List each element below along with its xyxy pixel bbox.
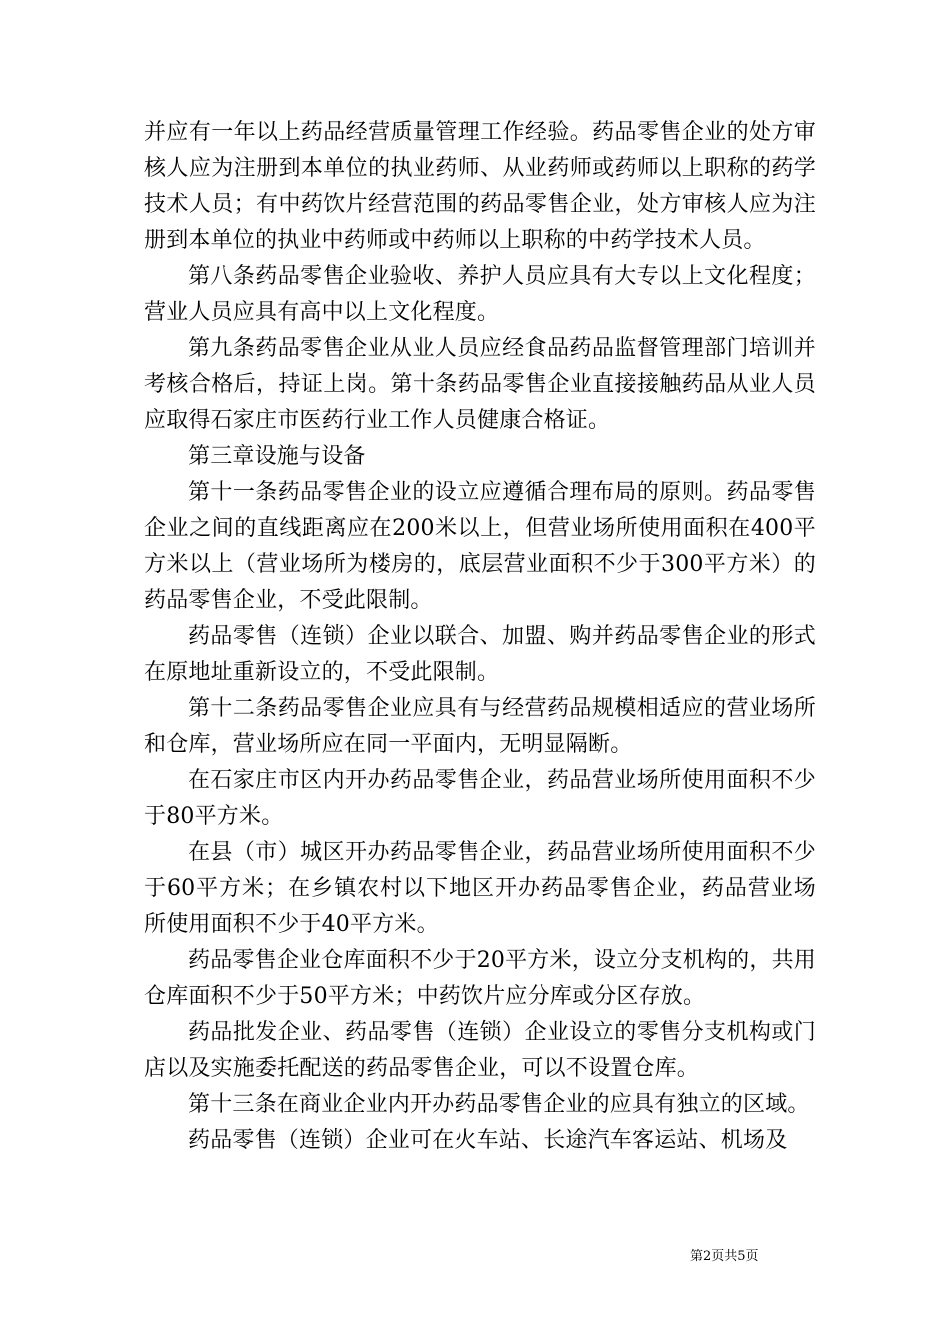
paragraph-county-area: 在县（市）城区开办药品零售企业，药品营业场所使用面积不少于60平方米；在乡镇农村以下地区开办药品零售企业，药品营业场所使用面积不少于40平方米。 [144, 840, 816, 937]
paragraph-continued: 并应有一年以上药品经营质量管理工作经验。药品零售企业的处方审核人应为注册到本单位的执业药师、从业药师或药师以上职称的药学技术人员；有中药饮片经营范围的药品零售企业，处方审核人应为注册到本单位的执业中药师或中药师以上职称的中药学技术人员。 [144, 120, 816, 253]
paragraph-chain-exemption: 药品零售（连锁）企业以联合、加盟、购并药品零售企业的形式在原地址重新设立的，不受此限制。 [144, 624, 816, 685]
paragraph-article-9-10: 第九条药品零售企业从业人员应经食品药品监督管理部门培训并考核合格后，持证上岗。第十条药品零售企业直接接触药品从业人员应取得石家庄市医药行业工作人员健康合格证。 [144, 336, 816, 433]
paragraph-warehouse-area: 药品零售企业仓库面积不少于20平方米，设立分支机构的，共用仓库面积不少于50平方米；中药饮片应分库或分区存放。 [144, 948, 816, 1009]
paragraph-article-11: 第十一条药品零售企业的设立应遵循合理布局的原则。药品零售企业之间的直线距离应在200米以上，但营业场所使用面积在400平方米以上（营业场所为楼房的，底层营业面积不少于300平方米）的药品零售企业，不受此限制。 [144, 480, 816, 613]
document-body [144, 115, 816, 1159]
paragraph-article-8: 第八条药品零售企业验收、养护人员应具有大专以上文化程度；营业人员应具有高中以上文化程度。 [144, 264, 816, 325]
chapter-heading: 第三章设施与设备 [188, 444, 366, 469]
paragraph-city-area: 在石家庄市区内开办药品零售企业，药品营业场所使用面积不少于80平方米。 [144, 768, 816, 829]
page-number: 第2页共5页 [690, 1249, 759, 1264]
paragraph-transport-hubs: 药品零售（连锁）企业可在火车站、长途汽车客运站、机场及 [188, 1128, 788, 1153]
paragraph-no-warehouse: 药品批发企业、药品零售（连锁）企业设立的零售分支机构或门店以及实施委托配送的药品零售企业，可以不设置仓库。 [144, 1020, 816, 1081]
paragraph-article-12: 第十二条药品零售企业应具有与经营药品规模相适应的营业场所和仓库，营业场所应在同一平面内，无明显隔断。 [144, 696, 816, 757]
paragraph-article-13: 第十三条在商业企业内开办药品零售企业的应具有独立的区域。 [188, 1092, 810, 1117]
